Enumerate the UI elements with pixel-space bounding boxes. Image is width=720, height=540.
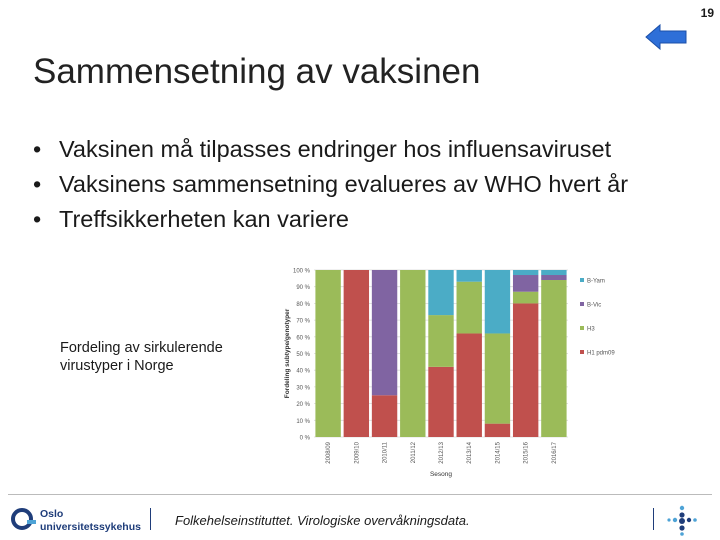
x-tick-label: 2016/17 (551, 442, 558, 464)
bar-segment (485, 424, 510, 437)
chart-caption (60, 339, 223, 375)
legend-swatch (580, 302, 584, 306)
bar-segment (485, 270, 510, 333)
arrow-left-icon[interactable] (646, 24, 688, 50)
legend-label: B-Vic (587, 302, 602, 309)
footer-separator (150, 508, 151, 530)
bar-segment (513, 275, 538, 292)
bar-segment (485, 333, 510, 423)
legend-swatch (580, 350, 584, 354)
bar-segment (428, 315, 453, 367)
y-tick-label: 10 % (296, 418, 310, 425)
bar-segment (372, 270, 397, 395)
bar-segment (513, 270, 538, 275)
bar-segment (457, 270, 482, 282)
y-tick-label: 40 % (296, 368, 310, 375)
x-tick-label: 2010/11 (382, 442, 389, 464)
y-axis-label: Fordeling subtype/genotyper (284, 308, 291, 399)
bullet-item (33, 167, 628, 202)
y-tick-label: 60 % (296, 335, 310, 342)
oslo-universitetssykehus-logo (10, 506, 150, 534)
bar-segment (315, 270, 340, 437)
x-tick-label: 2015/16 (523, 442, 530, 464)
bullet-dot-icon: • (33, 136, 42, 162)
x-tick-label: 2009/10 (354, 442, 361, 464)
dots-logo-icon (664, 504, 700, 536)
bullet-dot-icon: • (33, 171, 42, 197)
y-tick-label: 90 % (296, 285, 310, 292)
bullet-text: Vaksinen må tilpasses endringer hos influensaviruset (59, 136, 612, 162)
page-number: 19 (700, 6, 714, 20)
y-tick-label: 50 % (296, 352, 310, 358)
legend-swatch (580, 278, 584, 282)
x-tick-label: 2012/13 (439, 442, 445, 464)
bar-segment (541, 275, 566, 280)
bar-segment (372, 395, 397, 437)
bar-segment (513, 303, 538, 437)
source-text: Folkehelseinstituttet. Virologiske overvåkningsdata. (175, 513, 470, 528)
chart-caption-line: Fordeling av sirkulerende (60, 340, 223, 356)
bar-segment (513, 292, 538, 304)
bar-segment (457, 333, 482, 437)
x-tick-label: 2014/15 (495, 442, 502, 464)
y-tick-label: 30 % (296, 385, 310, 392)
x-tick-label: 2008/09 (326, 442, 333, 464)
stacked-bar-chart (266, 260, 615, 488)
chart-caption-line: virustyper i Norge (60, 358, 174, 374)
bullet-item (33, 202, 628, 237)
logo-line1: Oslo (40, 508, 64, 520)
logo-line2: universitetssykehus (40, 521, 141, 533)
y-tick-label: 20 % (296, 402, 310, 409)
x-tick-label: 2013/14 (467, 442, 474, 464)
bullet-dot-icon: • (33, 206, 42, 232)
footer-separator (653, 508, 654, 530)
bar-segment (541, 270, 566, 275)
bar-segment (344, 270, 369, 437)
x-axis-label: Sesong (429, 471, 453, 478)
y-tick-label: 80 % (296, 301, 310, 308)
bar-segment (541, 280, 566, 437)
legend-swatch (580, 326, 584, 330)
y-tick-label: 70 % (296, 318, 310, 325)
slide-title: Sammensetning av vaksinen (33, 52, 481, 91)
legend-label: H3 (587, 326, 595, 333)
chart-svg (266, 260, 615, 488)
bar-segment (400, 270, 425, 437)
bar-segment (428, 270, 453, 315)
footer-divider (8, 494, 712, 495)
bullet-list (33, 132, 628, 237)
y-tick-label: 0 % (299, 435, 310, 442)
bullet-text: Vaksinens sammensetning evalueres av WHO hvert år (59, 171, 629, 197)
x-tick-label: 2011/12 (410, 442, 417, 464)
y-tick-label: 100 % (292, 268, 310, 275)
bar-segment (457, 282, 482, 334)
bullet-item (33, 132, 628, 167)
legend-label: H1 pdm09 (587, 350, 615, 357)
bar-segment (428, 367, 453, 437)
bullet-text: Treffsikkerheten kan variere (59, 206, 349, 232)
legend-label: B-Yam (587, 278, 605, 285)
